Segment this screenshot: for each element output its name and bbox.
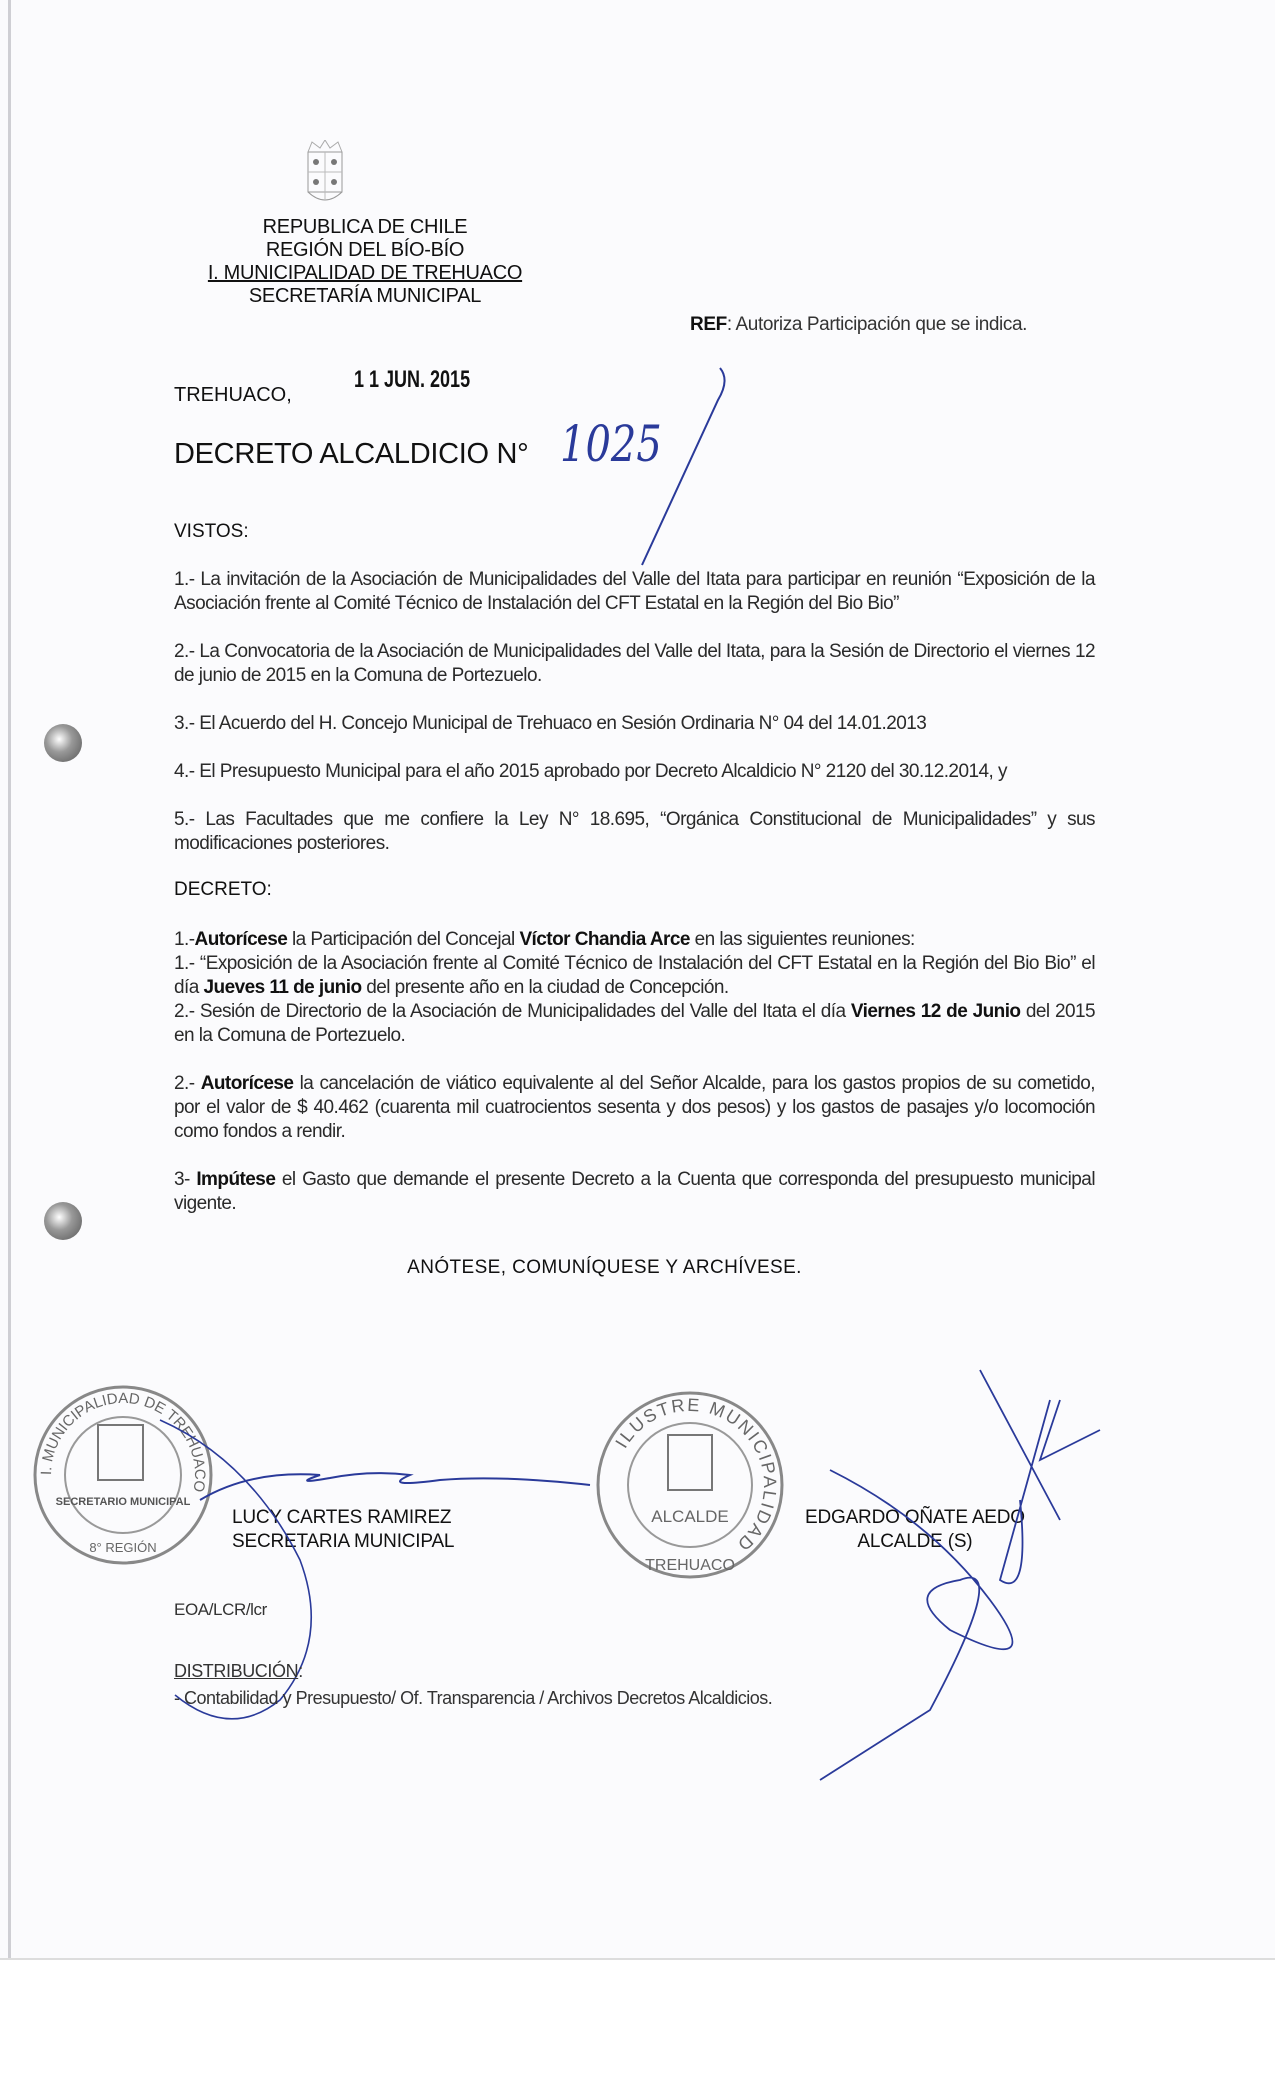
text: la Participación del Concejal: [287, 929, 520, 950]
initials: EOA/LCR/lcr: [174, 1600, 267, 1619]
seal-center-text: SECRETARIO MUNICIPAL: [55, 1496, 191, 1508]
page-title: DECRETO ALCALDICIO N°: [174, 438, 529, 470]
distribution-list: - Contabilidad y Presupuesto/ Of. Transparencia / Archivos Decretos Alcaldicios.: [174, 1688, 773, 1708]
distribution-label: DISTRIBUCIÓN: [174, 1661, 299, 1681]
distribution-heading: DISTRIBUCIÓN:: [174, 1661, 303, 1681]
bold-verb: Impútese: [196, 1169, 276, 1190]
header-department: SECRETARÍA MUNICIPAL: [248, 285, 482, 307]
ref-text: : Autoriza Participación que se indica.: [726, 314, 1028, 335]
vistos-item: 2.- La Convocatoria de la Asociación de Municipalidades del Valle del Itata, para la Sesión de Directorio el viernes 12 de junio de 2015 en la Comuna de Portezuelo.: [174, 641, 1095, 686]
header-country: REPUBLICA DE CHILE: [262, 216, 468, 238]
signer-role: ALCALDE (S): [857, 1531, 973, 1552]
signer-name: LUCY CARTES RAMIREZ: [232, 1507, 452, 1528]
text: 1.- “Exposición de la Asociación frente al Comité Técnico de Instalación del CFT Estatal en la Región del Bio Bio” el día: [174, 953, 1095, 998]
closing-formula: ANÓTESE, COMUNÍQUESE Y ARCHÍVESE.: [407, 1257, 802, 1278]
handwritten-signatures: [0, 1360, 1275, 1800]
date-stamp: 1 1 JUN. 2015: [354, 366, 471, 393]
article-number: 3-: [174, 1169, 197, 1190]
header-region: REGIÓN DEL BÍO-BÍO: [265, 239, 465, 261]
meeting-date: Viernes 12 de Junio: [850, 1001, 1021, 1022]
article-number: 1.-: [174, 929, 195, 950]
meeting-date: Jueves 11 de junio: [203, 977, 362, 998]
text: el Gasto que demande el presente Decreto a la Cuenta que corresponda del presupuesto municipal vigente.: [174, 1169, 1095, 1214]
letterhead: [205, 216, 525, 308]
text: 2.- Sesión de Directorio de la Asociación de Municipalidades del Valle del Itata el día: [174, 1001, 851, 1022]
seal-bottom-text: 8° REGIÓN: [89, 1540, 157, 1555]
signer-name: EDGARDO OÑATE AEDO: [805, 1507, 1025, 1528]
vistos-item: 5.- Las Facultades que me confiere la Ley N° 18.695, “Orgánica Constitucional de Municipalidades” y sus modificaciones posteriores.: [174, 809, 1095, 854]
vistos-item: 4.- El Presupuesto Municipal para el año 2015 aprobado por Decreto Alcaldicio N° 2120 del 30.12.2014, y: [174, 761, 1007, 782]
reference-line: [690, 314, 1027, 336]
signer-role: SECRETARIA MUNICIPAL: [232, 1531, 455, 1552]
text: en las siguientes reuniones:: [689, 929, 915, 950]
punch-hole: [44, 1202, 82, 1240]
councilor-name: Víctor Chandia Arce: [519, 929, 690, 950]
decreto-article-1: [174, 928, 1095, 1048]
vistos-item: 1.- La invitación de la Asociación de Municipalidades del Valle del Itata para participar en reunión “Exposición de la Asociación frente al Comité Técnico de Instalación del CFT Estatal en la Región del Bio Bio”: [174, 569, 1095, 614]
text: del presente año en la ciudad de Concepción.: [361, 977, 729, 998]
text: la cancelación de viático equivalente al del Señor Alcalde, para los gastos propios de su cometido, por el valor de $ 40.462 (cuarenta mil cuatrocientos sesenta y dos pesos) y los gastos de pasajes y/o locomoción como fondos a rendir.: [174, 1073, 1095, 1142]
punch-hole: [44, 724, 82, 762]
seal-center-text: ALCALDE: [651, 1507, 729, 1526]
vistos-heading: VISTOS:: [174, 521, 249, 542]
bold-verb: Autorícese: [200, 1073, 294, 1094]
bold-verb: Autorícese: [194, 929, 288, 950]
coat-of-arms-logo: [300, 140, 350, 208]
seal-bottom-text: TREHUACO: [645, 1557, 735, 1574]
decreto-heading: DECRETO:: [174, 879, 272, 900]
decreto-article-3: [174, 1168, 1095, 1216]
decreto-article-2: [174, 1072, 1095, 1144]
place: TREHUACO,: [174, 384, 292, 406]
ref-label: REF: [690, 314, 727, 335]
vistos-item: 3.- El Acuerdo del H. Concejo Municipal de Trehuaco en Sesión Ordinaria N° 04 del 14.01.2013: [174, 713, 927, 734]
decree-number-handwritten: 1025: [560, 415, 662, 473]
header-municipality: I. MUNICIPALIDAD DE TREHUACO: [207, 262, 523, 284]
seal-ring-text: ILUSTRE MUNICIPALIDAD: [611, 1394, 781, 1556]
seal-ring-text: I. MUNICIPALIDAD DE TREHUACO: [37, 1389, 209, 1494]
decree-body: [174, 520, 1095, 1280]
text: del 2015 en la Comuna de Portezuelo.: [174, 1001, 1096, 1046]
article-number: 2.-: [174, 1073, 201, 1094]
